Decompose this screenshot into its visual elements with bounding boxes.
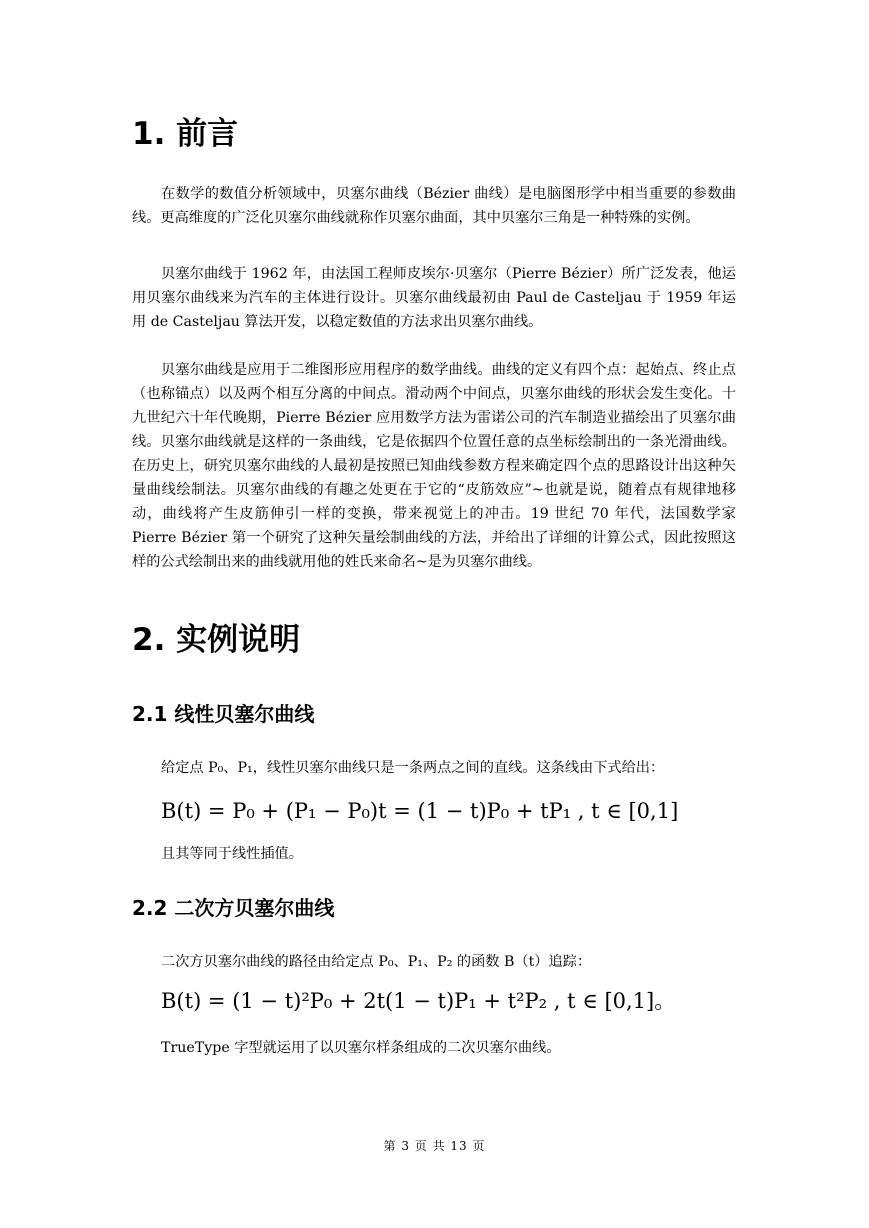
- subsection-heading-linear: 2.1 线性贝塞尔曲线: [132, 702, 315, 726]
- section-heading-examples: 2. 实例说明: [132, 622, 301, 658]
- quadratic-bezier-formula: [161, 986, 675, 1016]
- page-footer: 第 3 页 共 13 页: [383, 1139, 486, 1153]
- linear-intro-text: 给定点 P₀、P₁，线性贝塞尔曲线只是一条两点之间的直线。这条线由下式给出：: [161, 760, 665, 776]
- paragraph-intro: 在数学的数值分析领域中，贝塞尔曲线（Bézier 曲线）是电脑图形学中相当重要的参数曲线。更高维度的广泛化贝塞尔曲线就称作贝塞尔曲面，其中贝塞尔三角是一种特殊的实例。: [132, 186, 736, 226]
- quadratic-intro-text: 二次方贝塞尔曲线的路径由给定点 P₀、P₁、P₂ 的函数 B（t）追踪：: [161, 954, 592, 970]
- subsection-heading-quadratic: 2.2 二次方贝塞尔曲线: [132, 896, 335, 920]
- linear-formula-text: B(t) = P₀ + (P₁ − P₀)t = (1 − t)P₀ + tP₁ , t ∈ [0,1]: [161, 799, 679, 823]
- quadratic-formula-text: B(t) = (1 − t)²P₀ + 2t(1 − t)P₁ + t²P₂ , t ∈ [0,1]。: [161, 989, 676, 1013]
- quadratic-note-text: TrueType 字型就运用了以贝塞尔样条组成的二次贝塞尔曲线。: [161, 1040, 561, 1056]
- linear-note-text: 且其等同于线性插值。: [161, 846, 303, 862]
- paragraph-history: 贝塞尔曲线于 1962 年，由法国工程师皮埃尔·贝塞尔（Pierre Bézier）所广泛发表，他运用贝塞尔曲线来为汽车的主体进行设计。贝塞尔曲线最初由 Paul de Casteljau 于 1959 年运用 de Casteljau 算法开发，以稳定数值的方法求出贝塞尔曲线。: [132, 266, 736, 330]
- section-heading-preface: 1. 前言: [132, 116, 239, 152]
- linear-bezier-formula: [161, 796, 678, 826]
- paragraph-definition: 贝塞尔曲线是应用于二维图形应用程序的数学曲线。曲线的定义有四个点：起始点、终止点（也称锚点）以及两个相互分离的中间点。滑动两个中间点，贝塞尔曲线的形状会发生变化。十九世纪六十年代晚期，Pierre Bézier 应用数学方法为雷诺公司的汽车制造业描绘出了贝塞尔曲线。贝塞尔曲线就是这样的一条曲线，它是依据四个位置任意的点坐标绘制出的一条光滑曲线。在历史上，研究贝塞尔曲线的人最初是按照已知曲线参数方程来确定四个点的思路设计出这种矢量曲线绘制法。贝塞尔曲线的有趣之处更在于它的“皮筋效应”~也就是说，随着点有规律地移动，曲线将产生皮筋伸引一样的变换，带来视觉上的冲击。19 世纪 70 年代，法国数学家 Pierre Bézier 第一个研究了这种矢量绘制曲线的方法，并给出了详细的计算公式，因此按照这样的公式绘制出来的曲线就用他的姓氏来命名~是为贝塞尔曲线。: [132, 362, 736, 570]
